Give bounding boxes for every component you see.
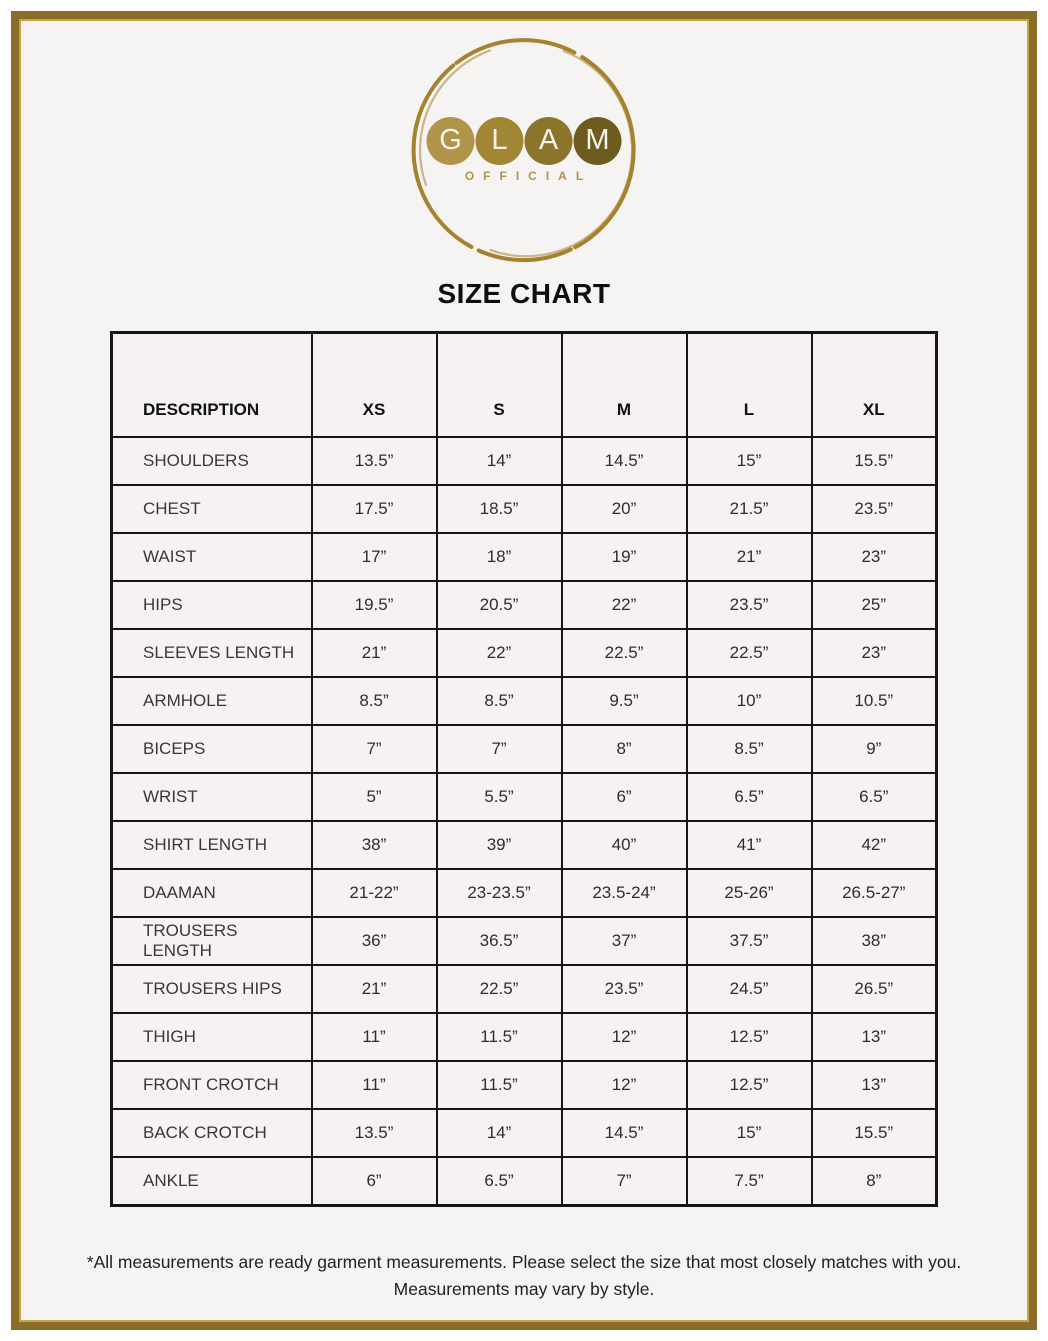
table-row	[112, 1157, 937, 1206]
row-label: TROUSERS LENGTH	[112, 917, 312, 965]
size-value: 24.5”	[687, 965, 812, 1013]
size-value: 13”	[812, 1013, 937, 1061]
size-value: 36”	[312, 917, 437, 965]
table-row	[112, 773, 937, 821]
size-value: 7.5”	[687, 1157, 812, 1206]
size-value: 23.5”	[812, 485, 937, 533]
size-value: 20”	[562, 485, 687, 533]
logo-letter-circle-g	[427, 117, 475, 165]
table-row	[112, 821, 937, 869]
column-header-m: M	[562, 333, 687, 438]
row-label: THIGH	[112, 1013, 312, 1061]
footer-note-line2: Measurements may vary by style.	[393, 1279, 655, 1300]
size-value: 12”	[562, 1013, 687, 1061]
size-value: 6.5”	[812, 773, 937, 821]
table-row	[112, 917, 937, 965]
size-value: 23.5”	[562, 965, 687, 1013]
size-value: 22”	[562, 581, 687, 629]
row-label: CHEST	[112, 485, 312, 533]
size-value: 8”	[812, 1157, 937, 1206]
size-value: 8.5”	[437, 677, 562, 725]
size-value: 14.5”	[562, 437, 687, 485]
size-value: 6.5”	[437, 1157, 562, 1206]
size-value: 13”	[812, 1061, 937, 1109]
size-value: 11”	[312, 1013, 437, 1061]
size-value: 14”	[437, 1109, 562, 1157]
size-value: 12.5”	[687, 1013, 812, 1061]
size-value: 6”	[562, 773, 687, 821]
logo-letter-circle-m	[574, 117, 622, 165]
size-value: 7”	[437, 725, 562, 773]
table-row	[112, 869, 937, 917]
page-title: SIZE CHART	[437, 278, 611, 309]
row-label: BICEPS	[112, 725, 312, 773]
size-value: 9”	[812, 725, 937, 773]
size-value: 9.5”	[562, 677, 687, 725]
size-value: 37”	[562, 917, 687, 965]
logo-letter-circle-l	[476, 117, 524, 165]
row-label: ARMHOLE	[112, 677, 312, 725]
size-value: 12”	[562, 1061, 687, 1109]
row-label: WAIST	[112, 533, 312, 581]
size-value: 5.5”	[437, 773, 562, 821]
size-value: 6.5”	[687, 773, 812, 821]
row-label: FRONT CROTCH	[112, 1061, 312, 1109]
logo-letter: M	[585, 123, 610, 156]
size-value: 15”	[687, 437, 812, 485]
size-value: 11”	[312, 1061, 437, 1109]
size-value: 21”	[312, 629, 437, 677]
size-value: 17.5”	[312, 485, 437, 533]
logo-letter-circle-a	[525, 117, 573, 165]
logo-letter: G	[439, 123, 462, 156]
row-label: BACK CROTCH	[112, 1109, 312, 1157]
size-value: 21.5”	[687, 485, 812, 533]
size-value: 8.5”	[687, 725, 812, 773]
size-value: 13.5”	[312, 437, 437, 485]
row-label: WRIST	[112, 773, 312, 821]
size-value: 42”	[812, 821, 937, 869]
size-value: 11.5”	[437, 1013, 562, 1061]
size-value: 36.5”	[437, 917, 562, 965]
size-value: 18.5”	[437, 485, 562, 533]
size-value: 25”	[812, 581, 937, 629]
size-value: 22.5”	[687, 629, 812, 677]
size-value: 8.5”	[312, 677, 437, 725]
row-label: SHOULDERS	[112, 437, 312, 485]
row-label: SLEEVES LENGTH	[112, 629, 312, 677]
size-value: 7”	[312, 725, 437, 773]
table-header-row	[112, 333, 937, 438]
column-header-l: L	[687, 333, 812, 438]
size-value: 14”	[437, 437, 562, 485]
table-row	[112, 629, 937, 677]
size-value: 38”	[812, 917, 937, 965]
logo-subtitle: OFFICIAL	[464, 169, 593, 183]
logo-letter: L	[491, 123, 508, 156]
size-value: 15.5”	[812, 437, 937, 485]
size-value: 21”	[687, 533, 812, 581]
table-row	[112, 725, 937, 773]
glam-logo	[406, 33, 642, 269]
size-value: 22.5”	[562, 629, 687, 677]
table-row	[112, 1013, 937, 1061]
column-header-description: DESCRIPTION	[112, 333, 312, 438]
size-value: 41”	[687, 821, 812, 869]
size-value: 19.5”	[312, 581, 437, 629]
size-chart-table	[110, 331, 938, 1207]
size-value: 37.5”	[687, 917, 812, 965]
size-value: 38”	[312, 821, 437, 869]
size-value: 5”	[312, 773, 437, 821]
size-value: 23.5-24”	[562, 869, 687, 917]
table-row	[112, 485, 937, 533]
size-value: 18”	[437, 533, 562, 581]
column-header-xl: XL	[812, 333, 937, 438]
size-value: 21”	[312, 965, 437, 1013]
row-label: HIPS	[112, 581, 312, 629]
size-value: 13.5”	[312, 1109, 437, 1157]
row-label: TROUSERS HIPS	[112, 965, 312, 1013]
size-value: 8”	[562, 725, 687, 773]
size-value: 26.5-27”	[812, 869, 937, 917]
row-label: ANKLE	[112, 1157, 312, 1206]
footer-note	[21, 1249, 1027, 1303]
table-row	[112, 437, 937, 485]
logo-letters	[427, 117, 622, 165]
table-row	[112, 965, 937, 1013]
size-value: 23”	[812, 629, 937, 677]
size-value: 10”	[687, 677, 812, 725]
column-header-xs: XS	[312, 333, 437, 438]
size-value: 6”	[312, 1157, 437, 1206]
size-value: 21-22”	[312, 869, 437, 917]
table-row	[112, 1109, 937, 1157]
table-row	[112, 581, 937, 629]
table-row	[112, 677, 937, 725]
column-header-s: S	[437, 333, 562, 438]
size-value: 11.5”	[437, 1061, 562, 1109]
size-value: 14.5”	[562, 1109, 687, 1157]
size-value: 23-23.5”	[437, 869, 562, 917]
row-label: DAAMAN	[112, 869, 312, 917]
row-label: SHIRT LENGTH	[112, 821, 312, 869]
size-value: 10.5”	[812, 677, 937, 725]
size-value: 25-26”	[687, 869, 812, 917]
size-value: 40”	[562, 821, 687, 869]
size-value: 12.5”	[687, 1061, 812, 1109]
logo-letter: A	[538, 123, 559, 156]
size-value: 22”	[437, 629, 562, 677]
size-value: 26.5”	[812, 965, 937, 1013]
size-value: 20.5”	[437, 581, 562, 629]
size-value: 15.5”	[812, 1109, 937, 1157]
size-value: 39”	[437, 821, 562, 869]
size-value: 23”	[812, 533, 937, 581]
footer-note-line1: *All measurements are ready garment measurements. Please select the size that most closely matches with you.	[86, 1252, 962, 1272]
size-value: 7”	[562, 1157, 687, 1206]
size-value: 22.5”	[437, 965, 562, 1013]
gold-frame	[11, 11, 1037, 1330]
size-value: 15”	[687, 1109, 812, 1157]
table-row	[112, 1061, 937, 1109]
table-row	[112, 533, 937, 581]
size-value: 19”	[562, 533, 687, 581]
size-value: 17”	[312, 533, 437, 581]
size-value: 23.5”	[687, 581, 812, 629]
content-area	[19, 19, 1029, 1322]
